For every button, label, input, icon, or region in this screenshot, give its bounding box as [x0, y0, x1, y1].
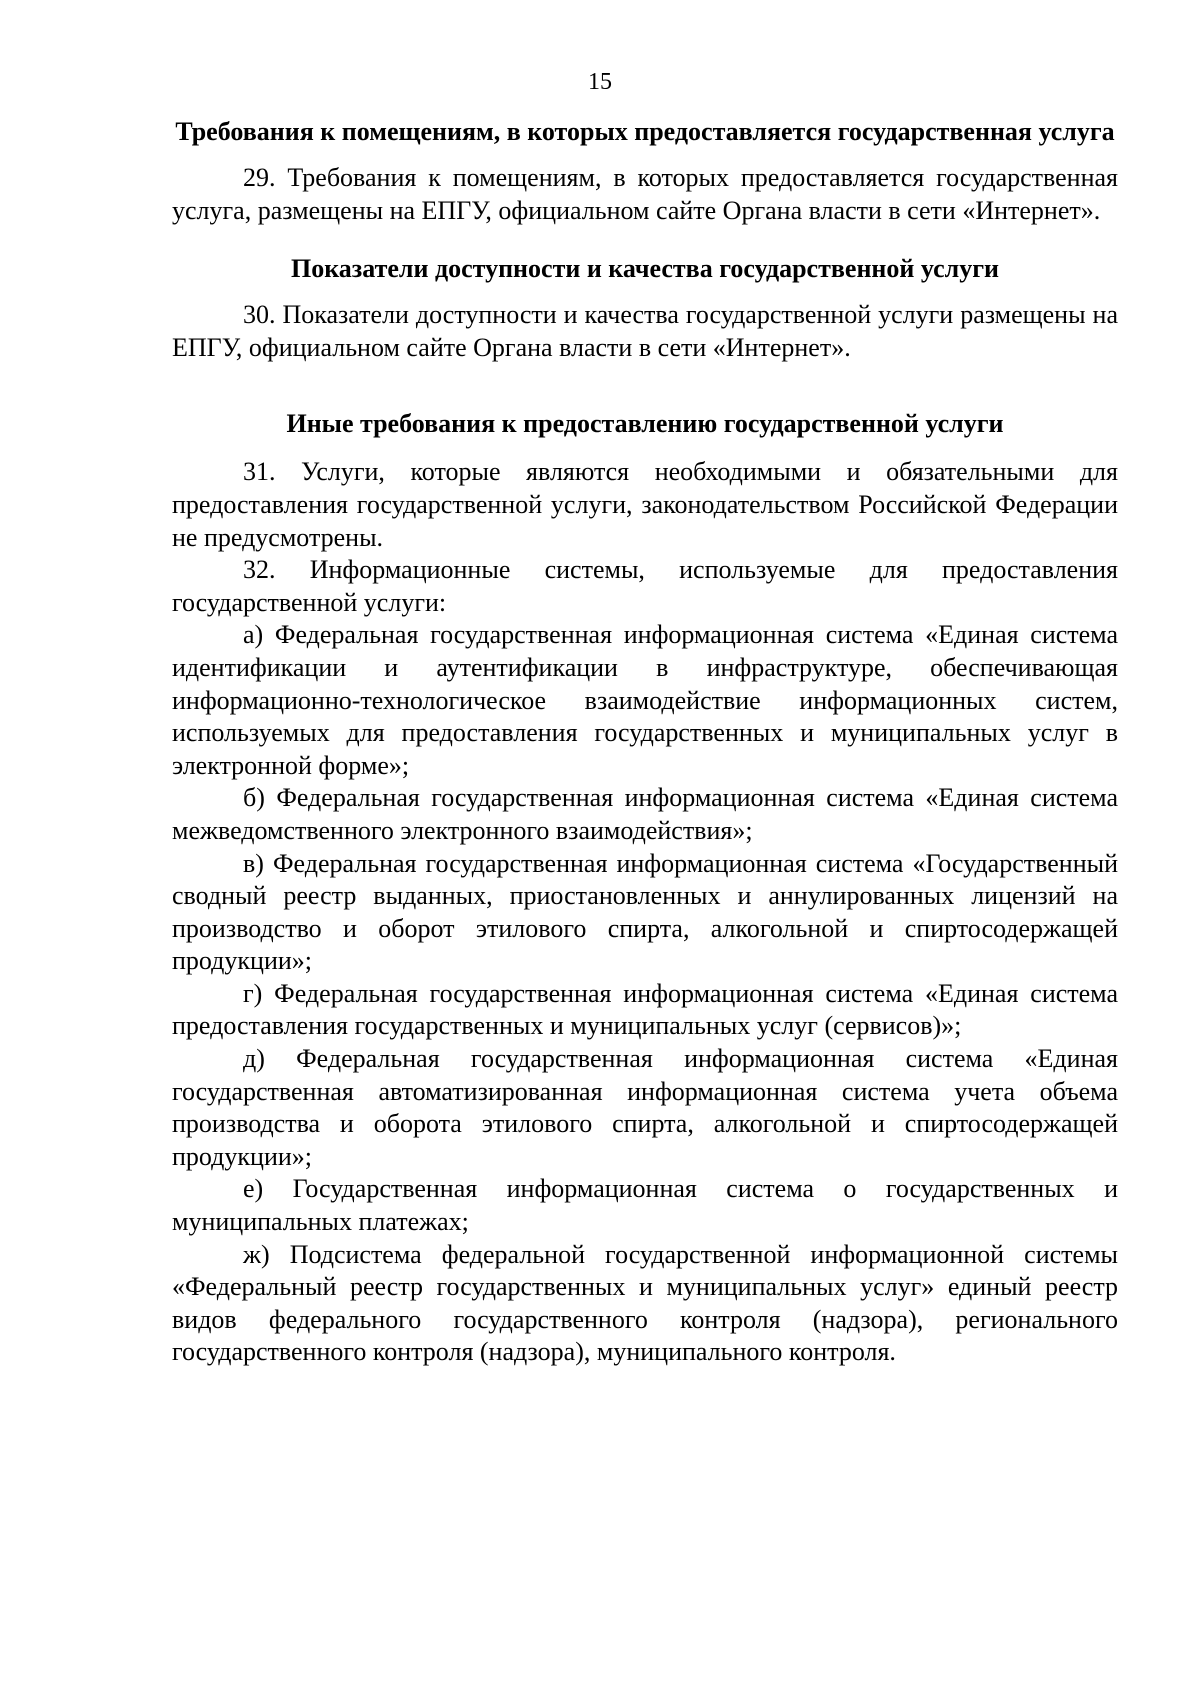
list-item-d: д) Федеральная государственная информационная система «Единая государственная автоматизированная информационная система учета объема производства и оборота этилового спирта, алкогольной и спиртосодержащей продукции»;	[172, 1044, 1118, 1171]
paragraph-30: 30. Показатели доступности и качества государственной услуги размещены на ЕПГУ, официальном сайте Органа власти в сети «Интернет».	[172, 300, 1118, 362]
list-item-a: а) Федеральная государственная информационная система «Единая система идентификации и аутентификации в инфраструктуре, обеспечивающая информационно-технологическое взаимодействие информационных систем, используемых для предоставления государственных и муниципальных услуг в электронной форме»;	[172, 620, 1118, 780]
section-heading-premises: Требования к помещениям, в которых предоставляется государственная услуга	[175, 117, 1115, 146]
page-number: 15	[588, 69, 612, 95]
paragraph-29: 29. Требования к помещениям, в которых предоставляется государственная услуга, размещены на ЕПГУ, официальном сайте Органа власти в сети «Интернет».	[172, 163, 1118, 225]
list-item-g: г) Федеральная государственная информационная система «Единая система предоставления государственных и муниципальных услуг (сервисов)»;	[172, 978, 1118, 1041]
section-heading-accessibility: Показатели доступности и качества государственной услуги	[290, 254, 1000, 284]
list-item-zh: ж) Подсистема федеральной государственной информационной системы «Федеральный реестр государственных и муниципальных услуг» единый реестр видов федерального государственного контроля (надзора), регионального государственного контроля (надзора), муниципального контроля.	[172, 1239, 1118, 1367]
list-item-e: е) Государственная информационная система о государственных и муниципальных платежах;	[172, 1174, 1118, 1237]
paragraph-31: 31. Услуги, которые являются необходимыми и обязательными для предоставления государственной услуги, законодательством Российской Федерации не предусмотрены.	[172, 457, 1118, 552]
list-item-v: в) Федеральная государственная информационная система «Государственный сводный реестр выданных, приостановленных и аннулированных лицензий на производство и оборот этилового спирта, алкогольной и спиртосодержащей продукции»;	[172, 848, 1118, 976]
list-item-b: б) Федеральная государственная информационная система «Единая система межведомственного электронного взаимодействия»;	[172, 783, 1118, 845]
section-heading-other-requirements: Иные требования к предоставлению государственной услуги	[286, 409, 1004, 439]
paragraph-32: 32. Информационные системы, используемые для предоставления государственной услуги:	[172, 555, 1118, 617]
document-body	[172, 116, 1118, 1369]
